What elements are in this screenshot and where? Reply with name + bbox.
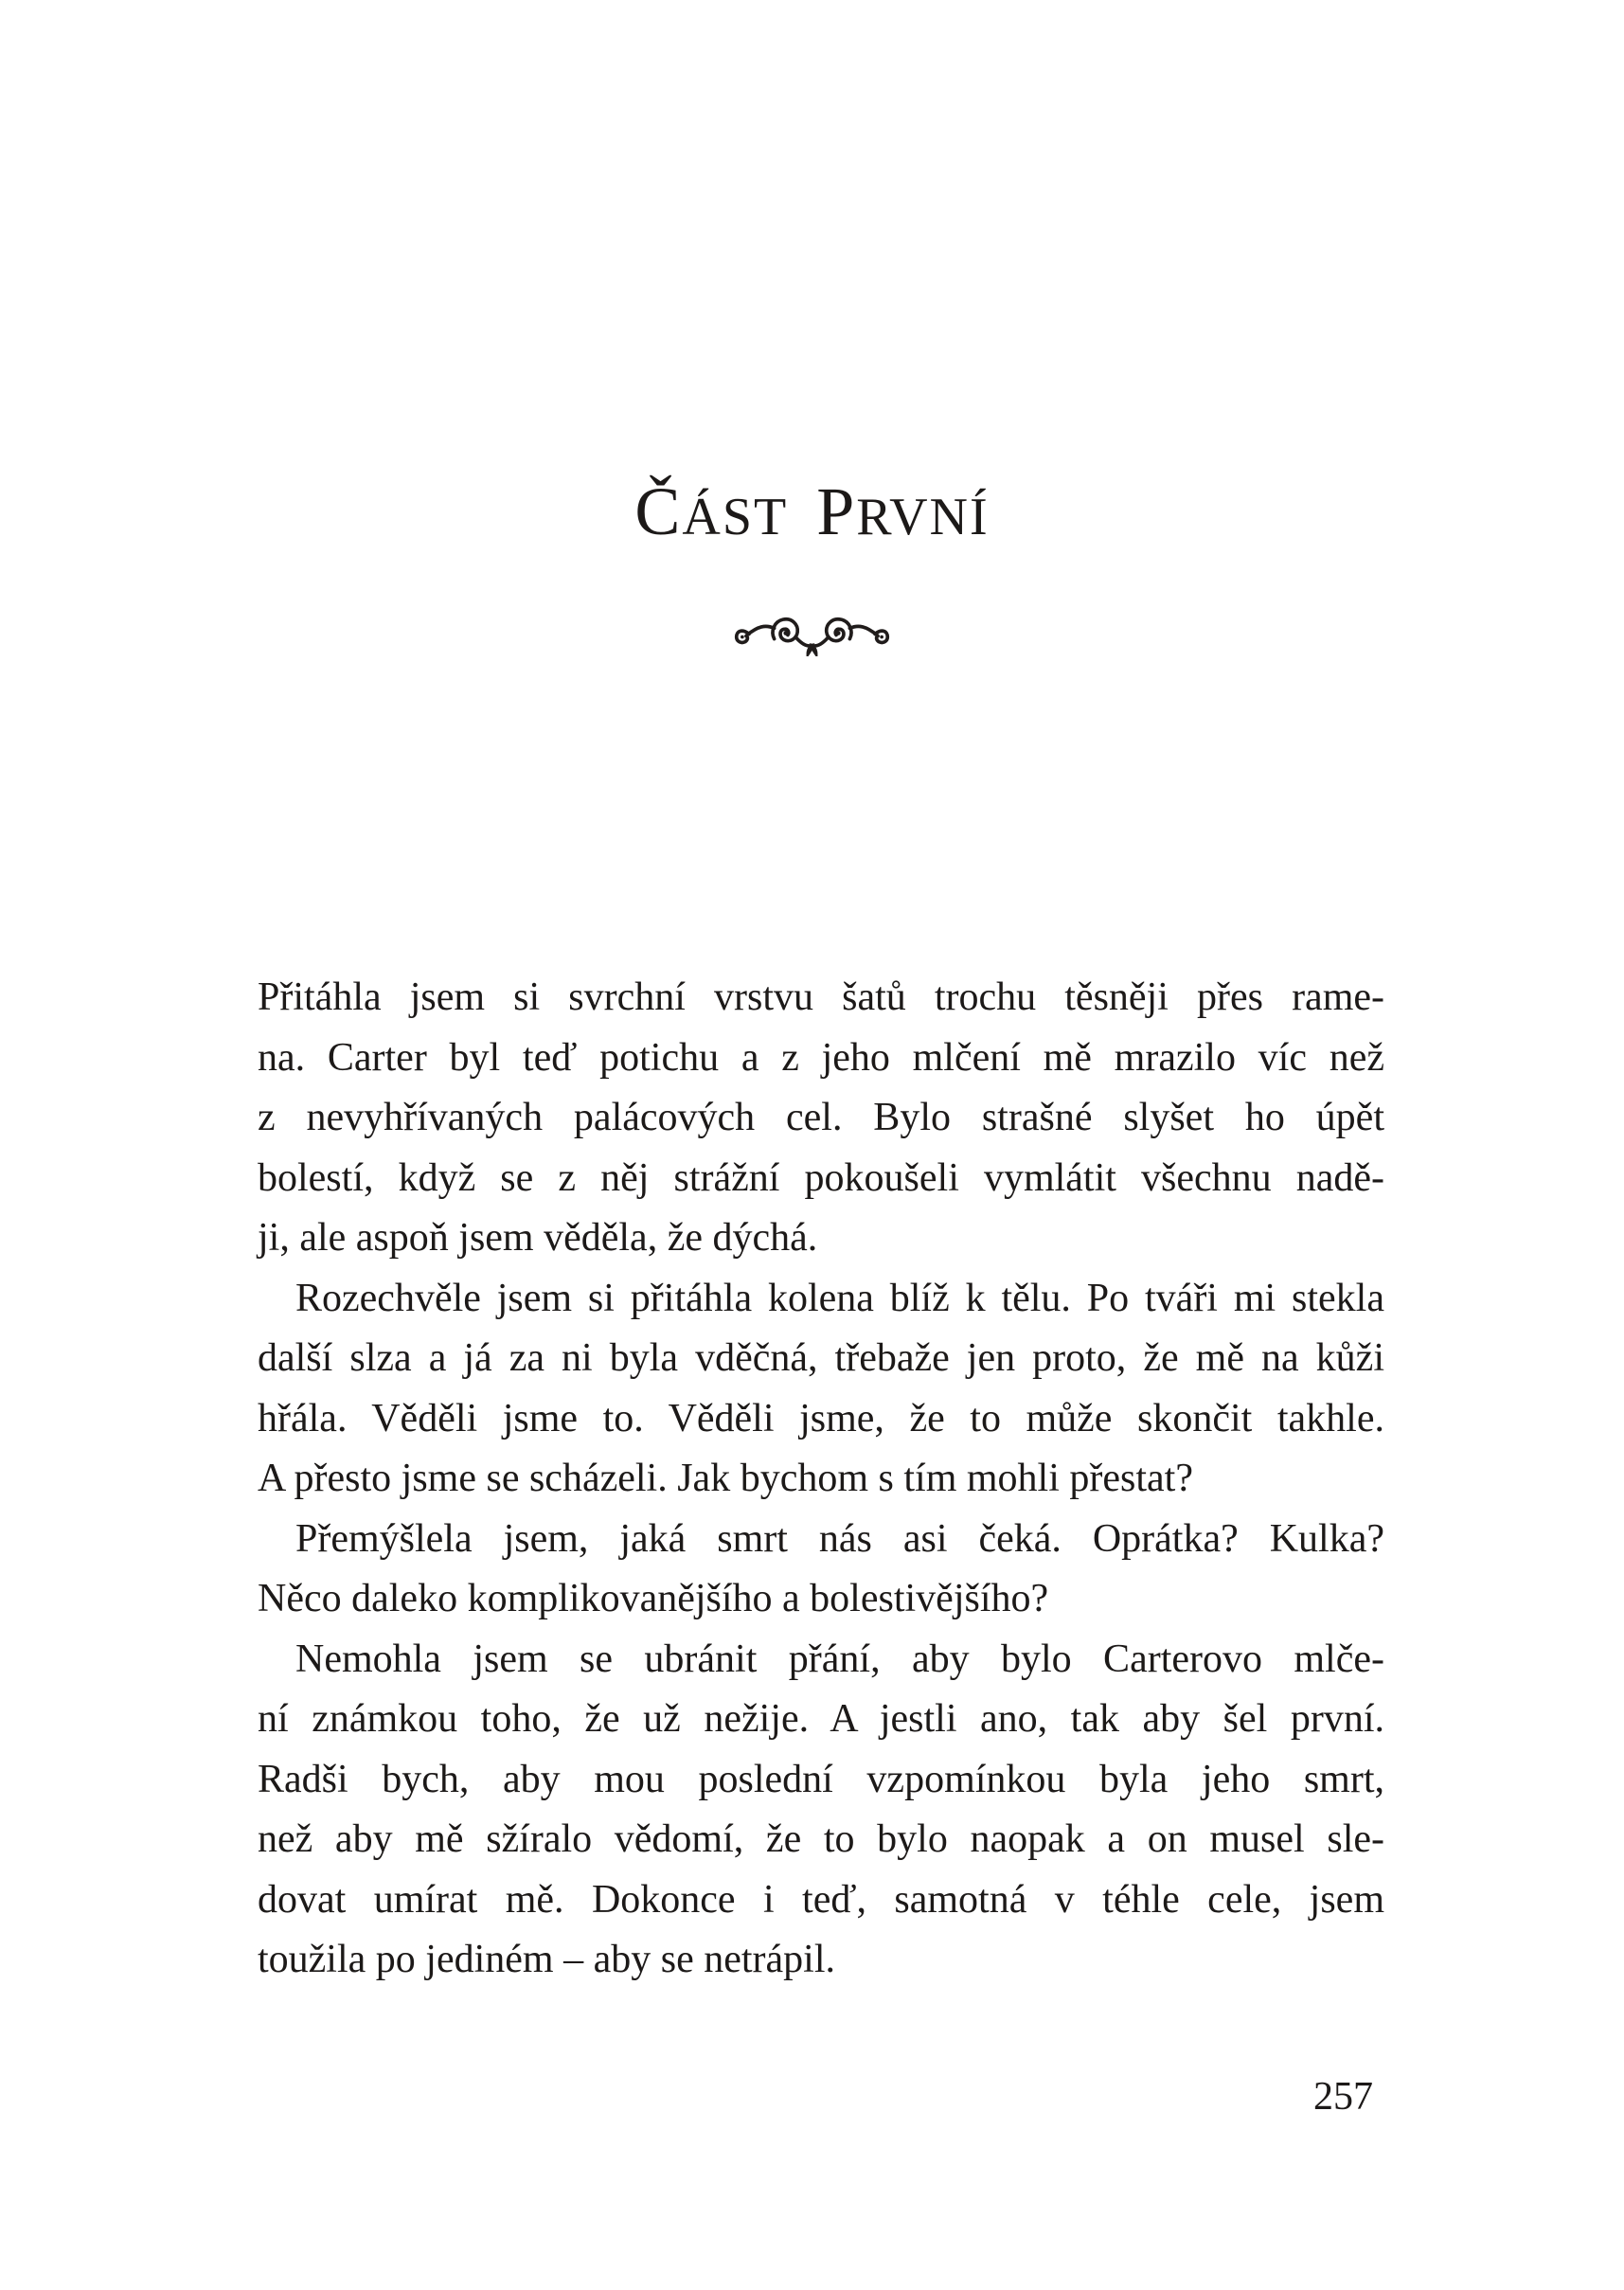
text-line: Něco daleko komplikovanějšího a bolestivějšího? (258, 1577, 1049, 1620)
text-line: ní známkou toho, že už nežije. A jestli ano, tak aby šel první. (258, 1697, 1384, 1741)
title-rest: ÁST (682, 488, 789, 546)
paragraph (258, 968, 1384, 1269)
title-initial: Č (634, 474, 683, 549)
body-text (258, 968, 1384, 1991)
text-line: z nevyhřívaných palácových cel. Bylo strašné slyšet ho úpět (258, 1096, 1384, 1139)
text-line: ji, ale aspoň jsem věděla, že dýchá. (258, 1216, 818, 1260)
title-initial: P (816, 474, 857, 549)
paragraph (258, 1510, 1384, 1630)
ornament-flourish-icon (734, 614, 890, 656)
text-line: než aby mě sžíralo vědomí, že to bylo naopak a on musel sle- (258, 1817, 1384, 1861)
paragraph (258, 1269, 1384, 1510)
text-line: Rozechvěle jsem si přitáhla kolena blíž k tělu. Po tváři mi stekla (295, 1276, 1384, 1320)
text-line: na. Carter byl teď potichu a z jeho mlčení mě mrazilo víc než (258, 1035, 1384, 1080)
text-line: dovat umírat mě. Dokonce i teď, samotná v téhle cele, jsem (258, 1877, 1384, 1922)
chapter-title (0, 469, 1624, 566)
text-line: Přitáhla jsem si svrchní vrstvu šatů trochu těsněji přes rame- (258, 975, 1384, 1019)
text-line: toužila po jediném – aby se netrápil. (258, 1938, 835, 1981)
chapter-title-word (634, 474, 789, 549)
text-line: Přemýšlela jsem, jaká smrt nás asi čeká. Oprátka? Kulka? (295, 1516, 1384, 1561)
text-line: Radši bych, aby mou poslední vzpomínkou byla jeho smrt, (258, 1757, 1384, 1801)
chapter-title-word (816, 474, 990, 549)
text-line: A přesto jsme se scházeli. Jak bychom s tím mohli přestat? (258, 1457, 1193, 1500)
title-rest: RVNÍ (856, 488, 990, 546)
text-line: bolestí, když se z něj strážní pokoušeli vymlátit všechnu nadě- (258, 1155, 1384, 1200)
ornament (0, 614, 1624, 661)
page-number: 257 (1313, 2075, 1373, 2119)
paragraph (258, 1630, 1384, 1991)
text-line: další slza a já za ni byla vděčná, třebaže jen proto, že mě na kůži (258, 1336, 1384, 1380)
text-line: hřála. Věděli jsme to. Věděli jsme, že to může skončit takhle. (258, 1396, 1384, 1440)
text-line: Nemohla jsem se ubránit přání, aby bylo Carterovo mlče- (295, 1637, 1384, 1681)
